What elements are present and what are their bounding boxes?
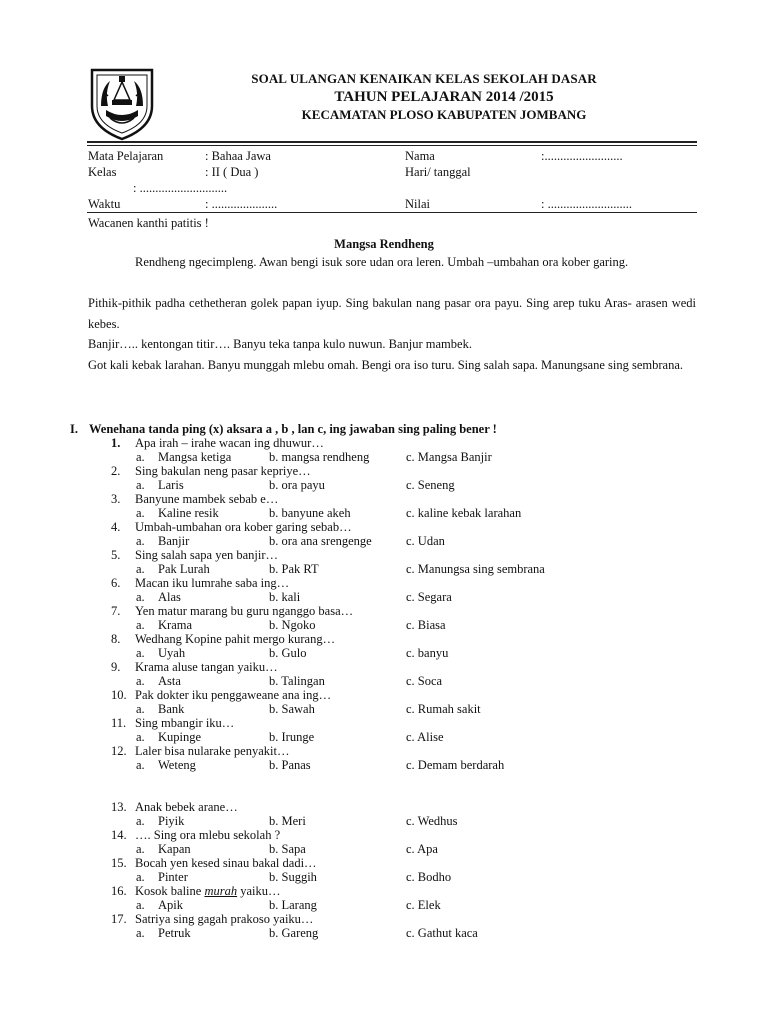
question-text: Macan iku lumrahe saba ing… (135, 576, 290, 590)
option-a-letter: a. (136, 730, 145, 744)
question-text: Laler bisa nularake penyakit… (135, 744, 290, 758)
option-c[interactable]: c. Seneng (406, 478, 455, 492)
question-text-part: Kosok baline (135, 884, 205, 898)
option-a[interactable]: Krama (158, 618, 193, 632)
reading-paragraph-4: Got kali kebak larahan. Banyu munggah mlebu omah. Bengi ora iso turu. Sing salah sapa. Manungsane sing sembrana. (88, 358, 684, 372)
question-text: Umbah-umbahan ora kober garing sebab… (135, 520, 352, 534)
option-a-letter: a. (136, 898, 145, 912)
reading-instruction: Wacanen kanthi patitis ! (88, 216, 209, 230)
question-text: Anak bebek arane… (135, 800, 238, 814)
question-text: Sing salah sapa yen banjir… (135, 548, 279, 562)
question-text (135, 884, 281, 899)
section-number: I. (70, 422, 78, 436)
question-number: 12. (111, 744, 127, 758)
question-text: …. Sing ora mlebu sekolah ? (135, 828, 281, 842)
option-a-letter: a. (136, 506, 145, 520)
subject-label: Mata Pelajaran (88, 149, 164, 163)
question-text: Banyune mambek sebab e… (135, 492, 279, 506)
info-rule (87, 212, 697, 213)
question-number: 9. (111, 660, 121, 674)
question-text: Sing mbangir iku… (135, 716, 235, 730)
option-a-letter: a. (136, 618, 145, 632)
question-number: 3. (111, 492, 121, 506)
score-label: Nilai (405, 197, 430, 211)
option-c[interactable]: c. banyu (406, 646, 449, 660)
date-value: : ............................ (133, 181, 228, 195)
reading-paragraph-2: Pithik-pithik padha cethetheran golek papan iyup. Sing bakulan nang pasar ora payu. Sing arep tuku Aras- arasen wedi kebes. (88, 296, 696, 331)
option-c[interactable]: c. Demam berdarah (406, 758, 505, 772)
option-a[interactable]: Alas (158, 590, 181, 604)
score-value: : ........................... (541, 197, 632, 211)
option-b[interactable]: b. Sawah (269, 702, 315, 716)
option-c[interactable]: c. Mangsa Banjir (406, 450, 492, 464)
option-c[interactable]: c. Wedhus (406, 814, 458, 828)
option-a[interactable]: Petruk (158, 926, 191, 940)
option-b[interactable]: b. Gareng (269, 926, 319, 940)
question-number: 10. (111, 688, 127, 702)
option-b[interactable]: b. ora payu (269, 478, 325, 492)
question-number: 15. (111, 856, 127, 870)
option-a[interactable]: Pinter (158, 870, 188, 884)
question-text: Wedhang Kopine pahit mergo kurang… (135, 632, 336, 646)
option-b[interactable]: b. Ngoko (269, 618, 316, 632)
option-c[interactable]: c. Manungsa sing sembrana (406, 562, 545, 576)
name-value: :......................... (541, 149, 623, 163)
question-number: 4. (111, 520, 121, 534)
reading-title: Mangsa Rendheng (334, 237, 434, 251)
option-b[interactable]: b. Suggih (269, 870, 317, 884)
option-b[interactable]: b. Talingan (269, 674, 325, 688)
option-b[interactable]: b. Meri (269, 814, 306, 828)
time-label: Waktu (88, 197, 121, 211)
header-rule-thin (87, 145, 697, 146)
option-c[interactable]: c. Bodho (406, 870, 452, 884)
option-a[interactable]: Bank (158, 702, 185, 716)
option-c[interactable]: c. Biasa (406, 618, 446, 632)
option-a-letter: a. (136, 926, 145, 940)
option-a-letter: a. (136, 450, 145, 464)
time-value: : ..................... (205, 197, 278, 211)
option-a-letter: a. (136, 870, 145, 884)
option-a[interactable]: Uyah (158, 646, 186, 660)
date-label: Hari/ tanggal (405, 165, 471, 179)
option-a[interactable]: Kapan (158, 842, 191, 856)
option-a-letter: a. (136, 758, 145, 772)
option-c[interactable]: c. Alise (406, 730, 444, 744)
option-a-letter: a. (136, 842, 145, 856)
option-b[interactable]: b. Pak RT (269, 562, 319, 576)
question-number: 6. (111, 576, 121, 590)
option-b[interactable]: b. banyune akeh (269, 506, 351, 520)
option-a[interactable]: Banjir (158, 534, 190, 548)
question-text-part: yaiku… (237, 884, 281, 898)
reading-paragraph-1: Rendheng ngecimpleng. Awan bengi isuk sore udan ora leren. Umbah –umbahan ora kober garing. (135, 255, 629, 269)
option-b[interactable]: b. kali (269, 590, 301, 604)
option-a[interactable]: Laris (158, 478, 184, 492)
question-number: 17. (111, 912, 127, 926)
header-year: TAHUN PELAJARAN 2014 /2015 (334, 89, 554, 105)
option-c[interactable]: c. Elek (406, 898, 441, 912)
option-b[interactable]: b. mangsa rendheng (269, 450, 370, 464)
section-instruction: Wenehana tanda ping (x) aksara a , b , lan c, ing jawaban sing paling bener ! (89, 422, 497, 436)
question-text: Yen matur marang bu guru nganggo basa… (135, 604, 354, 618)
question-number: 13. (111, 800, 127, 814)
name-label: Nama (405, 149, 435, 163)
option-c[interactable]: c. kaline kebak larahan (406, 506, 522, 520)
option-a-letter: a. (136, 646, 145, 660)
question-number: 5. (111, 548, 121, 562)
option-b[interactable]: b. Irunge (269, 730, 315, 744)
header-district: KECAMATAN PLOSO KABUPATEN JOMBANG (301, 107, 587, 122)
option-b[interactable]: b. Larang (269, 898, 317, 912)
option-a[interactable]: Weteng (158, 758, 196, 772)
option-a[interactable]: Asta (158, 674, 181, 688)
question-text: Satriya sing gagah prakoso yaiku… (135, 912, 314, 926)
option-a-letter: a. (136, 702, 145, 716)
option-a-letter: a. (136, 674, 145, 688)
question-number: 11. (111, 716, 127, 730)
option-a[interactable]: Mangsa ketiga (158, 450, 232, 464)
question-text: Krama aluse tangan yaiku… (135, 660, 278, 674)
question-number: 1. (111, 436, 121, 450)
question-underlined-word: murah (204, 884, 238, 898)
option-b[interactable]: b. ora ana srengenge (269, 534, 372, 548)
reading-paragraph-3: Banjir….. kentongan titir…. Banyu teka tanpa kulo nuwun. Banjur mambek. (88, 337, 472, 351)
option-a-letter: a. (136, 534, 145, 548)
option-c[interactable]: c. Udan (406, 534, 445, 548)
option-c[interactable]: c. Soca (406, 674, 443, 688)
option-b[interactable]: b. Panas (269, 758, 311, 772)
option-a-letter: a. (136, 590, 145, 604)
option-a[interactable]: Piyik (158, 814, 185, 828)
option-b[interactable]: b. Gulo (269, 646, 307, 660)
class-label: Kelas (88, 165, 117, 179)
option-a[interactable]: Kupinge (158, 730, 202, 744)
question-number: 16. (111, 884, 127, 898)
option-a-letter: a. (136, 478, 145, 492)
option-a[interactable]: Apik (158, 898, 183, 912)
subject-value: : Bahaa Jawa (205, 149, 271, 163)
header-title: SOAL ULANGAN KENAIKAN KELAS SEKOLAH DASAR (251, 71, 597, 86)
question-text: Pak dokter iku penggaweane ana ing… (135, 688, 332, 702)
option-a[interactable]: Kaline resik (158, 506, 219, 520)
option-c[interactable]: c. Gathut kaca (406, 926, 478, 940)
header-rule-thick (87, 141, 697, 143)
question-number: 2. (111, 464, 121, 478)
question-text: Bocah yen kesed sinau bakal dadi… (135, 856, 317, 870)
option-b[interactable]: b. Sapa (269, 842, 306, 856)
option-a[interactable]: Pak Lurah (158, 562, 210, 576)
section-heading (70, 422, 497, 437)
question-number: 7. (111, 604, 121, 618)
question-number: 8. (111, 632, 121, 646)
class-value: : II ( Dua ) (205, 165, 259, 179)
question-number: 14. (111, 828, 127, 842)
option-a-letter: a. (136, 562, 145, 576)
question-text: Sing bakulan neng pasar kepriye… (135, 464, 311, 478)
option-c[interactable]: c. Rumah sakit (406, 702, 481, 716)
option-a-letter: a. (136, 814, 145, 828)
option-c[interactable]: c. Segara (406, 590, 452, 604)
option-c[interactable]: c. Apa (406, 842, 438, 856)
question-text: Apa irah – irahe wacan ing dhuwur… (135, 436, 324, 450)
